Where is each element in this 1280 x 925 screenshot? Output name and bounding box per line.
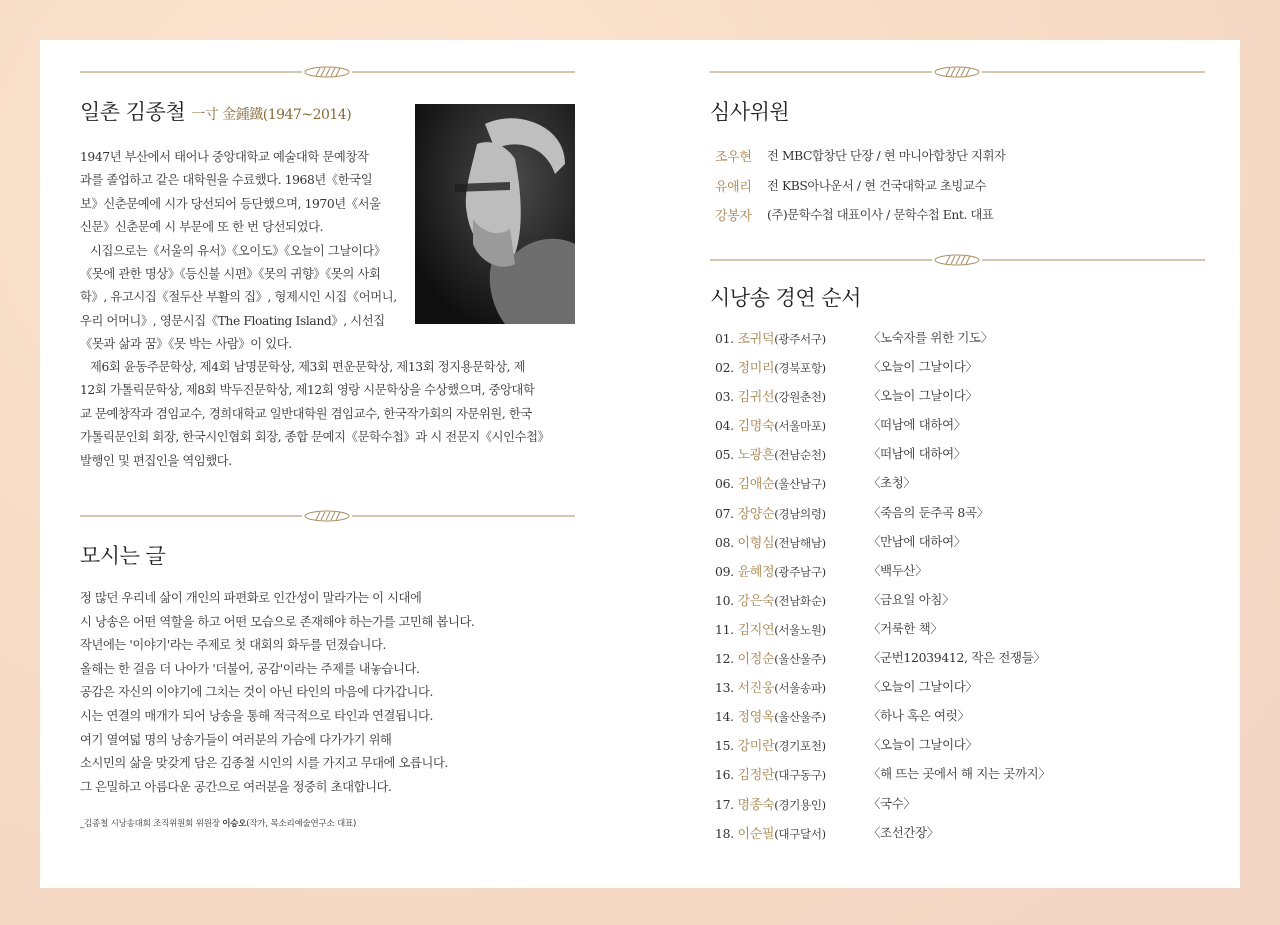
contestant-number: 17. — [715, 796, 734, 812]
bio-line: 보》신춘문예에 시가 당선되어 등단했으며, 1970년《서울 — [80, 196, 381, 211]
memorial-line: 작년에는 '이야기'라는 주제로 첫 대회의 화두를 던졌습니다. — [80, 638, 387, 653]
credit-suffix: (작가, 목소리예술연구소 대표) — [246, 819, 357, 829]
contestant-info — [715, 328, 868, 357]
credit-line — [80, 817, 356, 829]
contestant-number: 02. — [715, 360, 734, 376]
contestant-name: 명종숙 — [737, 797, 775, 813]
contestant-row — [715, 561, 1050, 590]
contestant-number: 13. — [715, 680, 734, 696]
contestant-row — [715, 328, 1050, 357]
poem-title: 〈조선간장〉 — [868, 824, 939, 840]
contestant-number: 16. — [715, 767, 734, 783]
bio-line: 신문》신춘문예 시 부문에 또 한 번 당선되었다. — [80, 220, 324, 235]
contestant-row — [715, 764, 1050, 793]
contestant-row — [715, 357, 1050, 386]
contestant-region: (전남해남) — [774, 535, 826, 550]
contestant-name: 장양순 — [737, 506, 775, 522]
bio-line: 1947년 부산에서 태어나 중앙대학교 예술대학 문예창작 — [80, 150, 369, 164]
contestant-region: (경북포항) — [774, 361, 826, 376]
contestant-row — [715, 503, 1050, 532]
bio-line: 우리 어머니》, 영문시집《The Floating Island》, 시선집 — [80, 313, 385, 328]
poem-title: 〈국수〉 — [868, 795, 916, 811]
contestant-info — [715, 532, 868, 561]
contestant-name: 이형심 — [737, 535, 775, 551]
poem-title: 〈노숙자를 위한 기도〉 — [868, 330, 993, 345]
memorial-line: 시 낭송은 어떤 역할을 하고 어떤 모습으로 존재해야 하는가를 고민해 봅니다. — [80, 614, 475, 629]
contestant-info — [715, 706, 868, 735]
contestant-number: 04. — [715, 418, 734, 434]
poem-title: 〈떠남에 대하여〉 — [868, 417, 966, 433]
profile-title: 일촌 김종철 — [80, 100, 186, 124]
poet-portrait — [415, 104, 575, 324]
contestant-number: 10. — [715, 592, 734, 608]
contestant-info — [715, 823, 868, 852]
contestant-region: (전남화순) — [774, 593, 826, 608]
poem-title: 〈오늘이 그날이다〉 — [868, 388, 978, 404]
contestant-name: 이순필 — [737, 826, 775, 842]
contestant-region: (서울송파) — [774, 681, 826, 696]
contestant-number: 15. — [715, 738, 734, 754]
contestant-info — [715, 386, 868, 415]
bio-line: 가톨릭문인회 회장, 한국시인협회 회장, 종합 문예지《문학수첩》과 시 전문지《시인수첩》 — [80, 430, 550, 445]
contestant-region: (울산남구) — [774, 477, 826, 492]
bio-line: 시집으로는《서울의 유서》《오이도》《오늘이 그날이다》 — [90, 243, 386, 258]
contestant-name: 정미리 — [737, 361, 775, 377]
contestant-info — [715, 619, 868, 648]
contestant-info — [715, 794, 868, 823]
contestant-name: 서진웅 — [737, 681, 775, 697]
contestant-info — [715, 735, 868, 764]
contestant-region: (경기포천) — [774, 739, 826, 754]
contestant-number: 05. — [715, 447, 734, 463]
credit-prefix: _김종철 시낭송대회 조직위원회 위원장 — [80, 819, 223, 829]
poem-title: 〈하나 혹은 여럿〉 — [868, 708, 970, 724]
contestant-region: (서울마포) — [774, 419, 826, 434]
brochure-spread — [40, 40, 1240, 888]
contestant-number: 18. — [715, 825, 734, 841]
ornament-divider — [710, 66, 1205, 78]
contestant-info — [715, 764, 868, 793]
poem-title: 〈만남에 대하여〉 — [868, 533, 966, 549]
contestant-row — [715, 532, 1050, 561]
memorial-line: 소시민의 삶을 맞갖게 담은 김종철 시인의 시를 가지고 무대에 오릅니다. — [80, 756, 448, 771]
bio-line: 《못과 삶과 꿈》《못 박는 사람》이 있다. — [80, 337, 292, 352]
contestant-info — [715, 503, 868, 532]
contestant-number: 14. — [715, 709, 734, 725]
contestant-info — [715, 561, 868, 590]
contestant-number: 01. — [715, 331, 734, 346]
memorial-line: 시는 연결의 매개가 되어 낭송을 통해 적극적으로 타인과 연결됩니다. — [80, 708, 433, 723]
contestant-row — [715, 735, 1050, 764]
contestant-row — [715, 590, 1050, 619]
contestant-name: 이정순 — [737, 652, 775, 668]
judge-name: 강봉자 — [715, 209, 752, 224]
memorial-line: 여기 열여덟 명의 낭송가들이 여러분의 가슴에 다가가기 위해 — [80, 732, 392, 747]
poem-title: 〈초청〉 — [868, 475, 916, 491]
contestant-name: 김애순 — [737, 477, 775, 493]
memorial-line: 공감은 자신의 이야기에 그치는 것이 아닌 타인의 마음에 다가갑니다. — [80, 685, 433, 700]
contestant-region: (경기용인) — [774, 797, 826, 812]
contestant-info — [715, 648, 868, 677]
bio-line: 과를 졸업하고 같은 대학원을 수료했다. 1968년《한국일 — [80, 173, 373, 188]
contestant-row — [715, 823, 1050, 852]
poem-title: 〈떠남에 대하여〉 — [868, 446, 966, 462]
bio-paragraph-2 — [80, 356, 575, 473]
contestant-info — [715, 357, 868, 386]
contestant-region: (경남의령) — [774, 506, 826, 521]
contestant-info — [715, 677, 868, 706]
bio-paragraph-1 — [80, 146, 415, 357]
judges-title: 심사위원 — [710, 100, 790, 124]
poem-title: 〈해 뜨는 곳에서 해 지는 곳까지〉 — [868, 766, 1051, 782]
contestant-name: 강은숙 — [737, 593, 775, 609]
memorial-text — [80, 587, 615, 799]
judge-row — [715, 205, 1006, 235]
contestant-name: 강미란 — [737, 739, 775, 755]
contestant-row — [715, 648, 1050, 677]
judge-desc: 전 KBS아나운서 / 현 건국대학교 초빙교수 — [767, 178, 986, 193]
memorial-line: 올해는 한 걸음 더 나아가 '더불어, 공감'이라는 주제를 내놓습니다. — [80, 661, 420, 676]
judge-desc: (주)문학수첩 대표이사 / 문학수첩 Ent. 대표 — [767, 208, 994, 222]
contestant-row — [715, 794, 1050, 823]
contestant-region: (광주서구) — [774, 332, 826, 346]
contestant-name: 노광흔 — [737, 448, 775, 464]
contestant-number: 06. — [715, 476, 734, 492]
right-page — [710, 40, 1205, 888]
ornament-divider — [80, 66, 615, 78]
contestant-name: 정영옥 — [737, 710, 775, 726]
ornament-divider — [80, 510, 615, 522]
contestant-name: 김귀선 — [737, 390, 775, 406]
bio-line: 교 문예창작과 겸임교수, 경희대학교 일반대학원 겸임교수, 한국작가회의 자문위원, 한국 — [80, 406, 532, 421]
bio-line: 《못에 관한 명상》《등신불 시편》《못의 귀향》《못의 사회 — [80, 267, 381, 282]
poem-title: 〈오늘이 그날이다〉 — [868, 679, 978, 695]
memorial-title: 모시는 글 — [80, 544, 166, 568]
contestant-region: (광주남구) — [774, 564, 826, 579]
judge-name: 조우현 — [715, 150, 752, 165]
contestant-number: 08. — [715, 534, 734, 550]
contestant-name: 김명숙 — [737, 419, 775, 435]
contestant-name: 김지연 — [737, 622, 775, 638]
contestant-row — [715, 473, 1050, 502]
memorial-line: 그 은밀하고 아름다운 공간으로 여러분을 정중히 초대합니다. — [80, 779, 392, 794]
contest-order-list — [715, 328, 1050, 852]
poem-title: 〈죽음의 둔주곡 8곡〉 — [868, 504, 989, 520]
left-page — [80, 40, 615, 888]
profile-hanja: 一寸 金鍾鐵(1947~2014) — [191, 107, 352, 123]
contestant-region: (대구동구) — [774, 768, 826, 783]
contestant-number: 11. — [715, 621, 734, 637]
contestant-region: (서울노원) — [774, 622, 826, 637]
contestant-info — [715, 590, 868, 619]
contestant-row — [715, 386, 1050, 415]
contestant-number: 03. — [715, 389, 734, 405]
contestant-number: 07. — [715, 505, 734, 521]
contestant-region: (전남순천) — [774, 448, 826, 463]
bio-line: 12회 가톨릭문학상, 제8회 박두진문학상, 제12회 영랑 시문학상을 수상했으며, 중앙대학 — [80, 383, 535, 398]
memorial-line: 정 많던 우리네 삶이 개인의 파편화로 인간성이 말라가는 이 시대에 — [80, 591, 422, 605]
contestant-row — [715, 619, 1050, 648]
contestant-row — [715, 444, 1050, 473]
bio-line: 학》, 유고시집《절두산 부활의 집》, 형제시인 시집《어머니, — [80, 290, 397, 305]
contestant-name: 김정란 — [737, 768, 775, 784]
contestant-region: (대구달서) — [774, 826, 826, 841]
poem-title: 〈오늘이 그날이다〉 — [868, 359, 978, 375]
bio-line: 발행인 및 편집인을 역임했다. — [80, 453, 232, 468]
contestant-number: 09. — [715, 563, 734, 579]
bio-line: 제6회 윤동주문학상, 제4회 남명문학상, 제3회 편운문학상, 제13회 정지용문학상, 제 — [90, 360, 526, 374]
poem-title: 〈백두산〉 — [868, 562, 928, 578]
poem-title: 〈오늘이 그날이다〉 — [868, 737, 978, 753]
ornament-divider — [710, 254, 1205, 266]
order-title: 시낭송 경연 순서 — [710, 286, 861, 310]
contestant-row — [715, 415, 1050, 444]
contestant-info — [715, 473, 868, 502]
poem-title: 〈거룩한 책〉 — [868, 620, 943, 636]
judge-row — [715, 146, 1006, 176]
judge-row — [715, 176, 1006, 206]
profile-heading — [80, 96, 351, 126]
contestant-name: 조귀덕 — [737, 332, 775, 347]
judge-name: 유애리 — [715, 179, 752, 195]
credit-name: 이승오 — [222, 819, 247, 829]
contestant-region: (울산울주) — [774, 710, 826, 725]
contestant-row — [715, 706, 1050, 735]
judges-list — [715, 146, 1006, 235]
judge-desc: 전 MBC합창단 단장 / 현 마니아합창단 지휘자 — [767, 149, 1006, 163]
contestant-row — [715, 677, 1050, 706]
contestant-info — [715, 415, 868, 444]
contestant-info — [715, 444, 868, 473]
poem-title: 〈군번12039412, 작은 전쟁들〉 — [868, 650, 1046, 666]
contestant-number: 12. — [715, 651, 734, 667]
poem-title: 〈금요일 아침〉 — [868, 591, 955, 607]
contestant-region: (강원춘천) — [774, 390, 826, 405]
contestant-name: 윤혜정 — [737, 564, 775, 580]
contestant-region: (울산울주) — [774, 652, 826, 667]
